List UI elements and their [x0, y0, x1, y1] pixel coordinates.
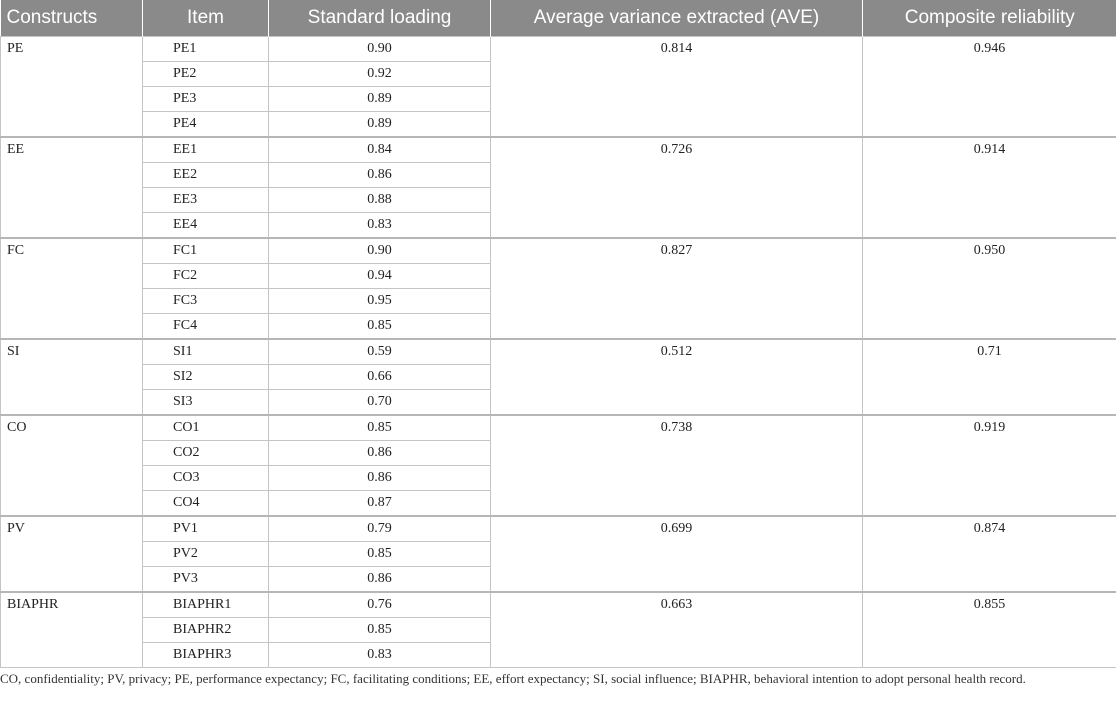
loading-cell: 0.83	[269, 643, 491, 668]
table-row	[1, 415, 1116, 441]
header-row	[1, 0, 1116, 37]
loading-cell: 0.89	[269, 87, 491, 112]
loading-cell: 0.70	[269, 390, 491, 416]
loading-cell: 0.95	[269, 289, 491, 314]
loading-cell: 0.76	[269, 592, 491, 618]
item-cell: PE1	[143, 37, 269, 62]
loading-cell: 0.83	[269, 213, 491, 239]
composite-reliability-cell: 0.914	[863, 137, 1116, 238]
loading-cell: 0.85	[269, 415, 491, 441]
loading-cell: 0.92	[269, 62, 491, 87]
loading-cell: 0.90	[269, 238, 491, 264]
loading-cell: 0.90	[269, 37, 491, 62]
item-cell: FC4	[143, 314, 269, 340]
item-cell: PE2	[143, 62, 269, 87]
table-row	[1, 516, 1116, 542]
loading-cell: 0.79	[269, 516, 491, 542]
composite-reliability-cell: 0.874	[863, 516, 1116, 592]
ave-cell: 0.814	[491, 37, 863, 138]
ave-cell: 0.827	[491, 238, 863, 339]
loading-cell: 0.85	[269, 314, 491, 340]
loading-cell: 0.86	[269, 441, 491, 466]
loading-cell: 0.86	[269, 466, 491, 491]
item-cell: PE4	[143, 112, 269, 138]
item-cell: BIAPHR2	[143, 618, 269, 643]
loading-cell: 0.84	[269, 137, 491, 163]
item-cell: SI1	[143, 339, 269, 365]
item-cell: CO1	[143, 415, 269, 441]
construct-cell: EE	[1, 137, 143, 238]
loading-cell: 0.85	[269, 618, 491, 643]
item-cell: BIAPHR1	[143, 592, 269, 618]
ave-cell: 0.663	[491, 592, 863, 668]
composite-reliability-cell: 0.855	[863, 592, 1116, 668]
loading-cell: 0.59	[269, 339, 491, 365]
item-cell: CO4	[143, 491, 269, 517]
construct-cell: FC	[1, 238, 143, 339]
ave-cell: 0.512	[491, 339, 863, 415]
composite-reliability-cell: 0.71	[863, 339, 1116, 415]
header-standard-loading: Standard loading	[269, 0, 491, 37]
item-cell: EE2	[143, 163, 269, 188]
header-composite-reliability: Composite reliability	[863, 0, 1116, 37]
loading-cell: 0.86	[269, 567, 491, 593]
item-cell: FC3	[143, 289, 269, 314]
table-row	[1, 137, 1116, 163]
table-row	[1, 592, 1116, 618]
table-row	[1, 238, 1116, 264]
item-cell: EE1	[143, 137, 269, 163]
loading-cell: 0.88	[269, 188, 491, 213]
loading-cell: 0.87	[269, 491, 491, 517]
item-cell: FC1	[143, 238, 269, 264]
construct-cell: PV	[1, 516, 143, 592]
item-cell: BIAPHR3	[143, 643, 269, 668]
item-cell: PV3	[143, 567, 269, 593]
item-cell: PV1	[143, 516, 269, 542]
composite-reliability-cell: 0.946	[863, 37, 1116, 138]
construct-cell: PE	[1, 37, 143, 138]
loading-cell: 0.85	[269, 542, 491, 567]
item-cell: CO3	[143, 466, 269, 491]
item-cell: EE4	[143, 213, 269, 239]
ave-cell: 0.699	[491, 516, 863, 592]
ave-cell: 0.738	[491, 415, 863, 516]
composite-reliability-cell: 0.950	[863, 238, 1116, 339]
loading-cell: 0.94	[269, 264, 491, 289]
ave-cell: 0.726	[491, 137, 863, 238]
header-item: Item	[143, 0, 269, 37]
construct-cell: BIAPHR	[1, 592, 143, 668]
table-row	[1, 37, 1116, 62]
loading-cell: 0.66	[269, 365, 491, 390]
composite-reliability-cell: 0.919	[863, 415, 1116, 516]
table-row	[1, 339, 1116, 365]
header-constructs: Constructs	[1, 0, 143, 37]
item-cell: SI2	[143, 365, 269, 390]
table-header	[1, 0, 1116, 37]
construct-cell: SI	[1, 339, 143, 415]
loading-cell: 0.89	[269, 112, 491, 138]
item-cell: EE3	[143, 188, 269, 213]
item-cell: PE3	[143, 87, 269, 112]
construct-cell: CO	[1, 415, 143, 516]
item-cell: SI3	[143, 390, 269, 416]
loading-cell: 0.86	[269, 163, 491, 188]
item-cell: FC2	[143, 264, 269, 289]
item-cell: CO2	[143, 441, 269, 466]
table-body	[1, 37, 1116, 668]
header-ave: Average variance extracted (AVE)	[491, 0, 863, 37]
item-cell: PV2	[143, 542, 269, 567]
table-footnote: CO, confidentiality; PV, privacy; PE, performance expectancy; FC, facilitating conditions; EE, effort expectancy; SI, social influence; BIAPHR, behavioral intention to adopt personal health record.	[0, 671, 1026, 686]
